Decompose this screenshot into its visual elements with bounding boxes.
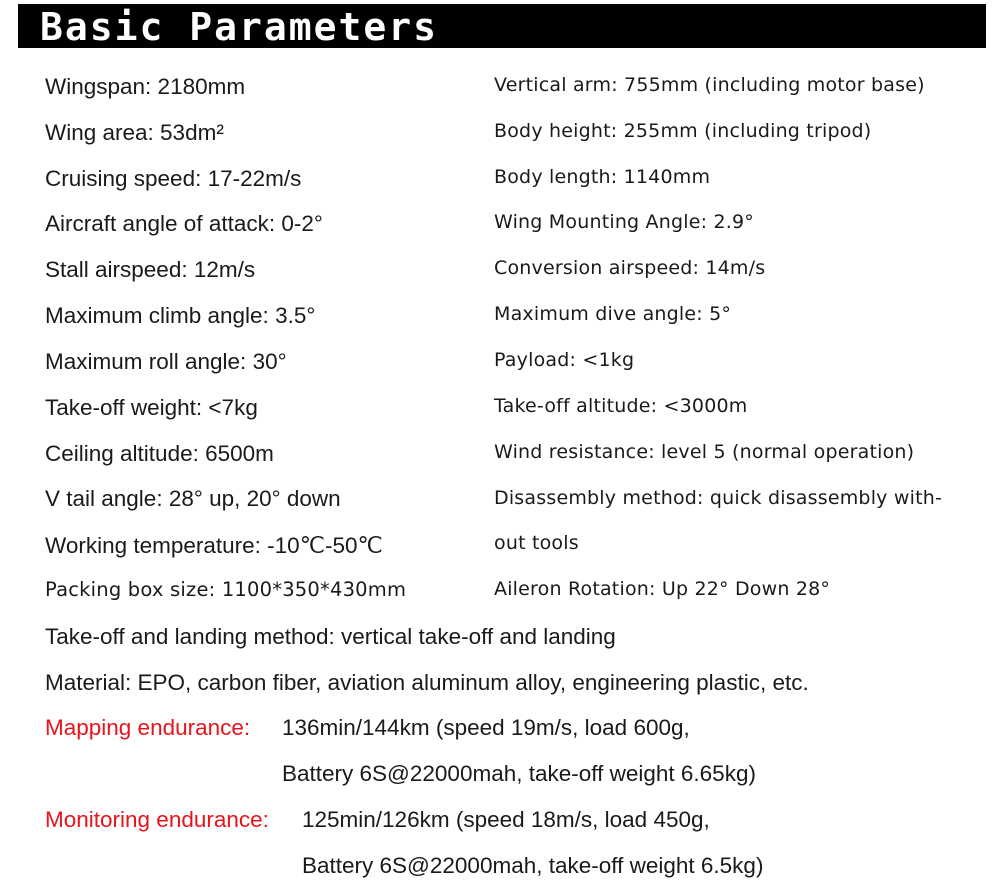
- param-aileron-rotation: Aileron Rotation: Up 22° Down 28°: [494, 578, 831, 600]
- param-v-tail-angle: V tail angle: 28° up, 20° down: [45, 486, 341, 511]
- monitoring-endurance-value-cont: Battery 6S@22000mah, take-off weight 6.5kg): [302, 853, 764, 878]
- mapping-endurance-label: Mapping endurance:: [45, 715, 251, 740]
- monitoring-endurance-label: Monitoring endurance:: [45, 807, 269, 832]
- param-max-climb-angle: Maximum climb angle: 3.5°: [45, 303, 316, 328]
- monitoring-endurance-value: 125min/126km (speed 18m/s, load 450g,: [302, 807, 710, 832]
- param-disassembly-method: Disassembly method: quick disassembly with-: [494, 487, 943, 509]
- param-payload: Payload: <1kg: [494, 349, 635, 371]
- param-max-roll-angle: Maximum roll angle: 30°: [45, 349, 287, 374]
- mapping-endurance-value: 136min/144km (speed 19m/s, load 600g,: [282, 715, 690, 740]
- mapping-endurance-value-cont: Battery 6S@22000mah, take-off weight 6.65kg): [282, 761, 756, 786]
- param-takeoff-weight: Take-off weight: <7kg: [45, 395, 258, 420]
- param-takeoff-altitude: Take-off altitude: <3000m: [494, 395, 748, 417]
- param-vertical-arm: Vertical arm: 755mm (including motor base): [494, 74, 925, 96]
- param-disassembly-method-cont: out tools: [494, 532, 579, 554]
- param-conversion-airspeed: Conversion airspeed: 14m/s: [494, 257, 766, 279]
- param-cruising-speed: Cruising speed: 17-22m/s: [45, 166, 302, 191]
- param-body-height: Body height: 255mm (including tripod): [494, 120, 872, 142]
- param-wingspan: Wingspan: 2180mm: [45, 74, 246, 99]
- param-max-dive-angle: Maximum dive angle: 5°: [494, 303, 732, 325]
- param-wing-area: Wing area: 53dm²: [45, 120, 224, 145]
- param-working-temperature: Working temperature: -10℃-50℃: [45, 533, 383, 558]
- param-ceiling-altitude: Ceiling altitude: 6500m: [45, 441, 274, 466]
- param-wind-resistance: Wind resistance: level 5 (normal operation): [494, 441, 915, 463]
- page-title: Basic Parameters: [40, 5, 439, 49]
- param-takeoff-landing-method: Take-off and landing method: vertical take-off and landing: [45, 624, 616, 649]
- param-body-length: Body length: 1140mm: [494, 166, 711, 188]
- param-stall-airspeed: Stall airspeed: 12m/s: [45, 257, 256, 282]
- param-packing-box-size: Packing box size: 1100*350*430mm: [45, 578, 407, 601]
- param-wing-mounting-angle: Wing Mounting Angle: 2.9°: [494, 211, 754, 233]
- param-angle-of-attack: Aircraft angle of attack: 0-2°: [45, 211, 323, 236]
- param-material: Material: EPO, carbon fiber, aviation aluminum alloy, engineering plastic, etc.: [45, 670, 809, 695]
